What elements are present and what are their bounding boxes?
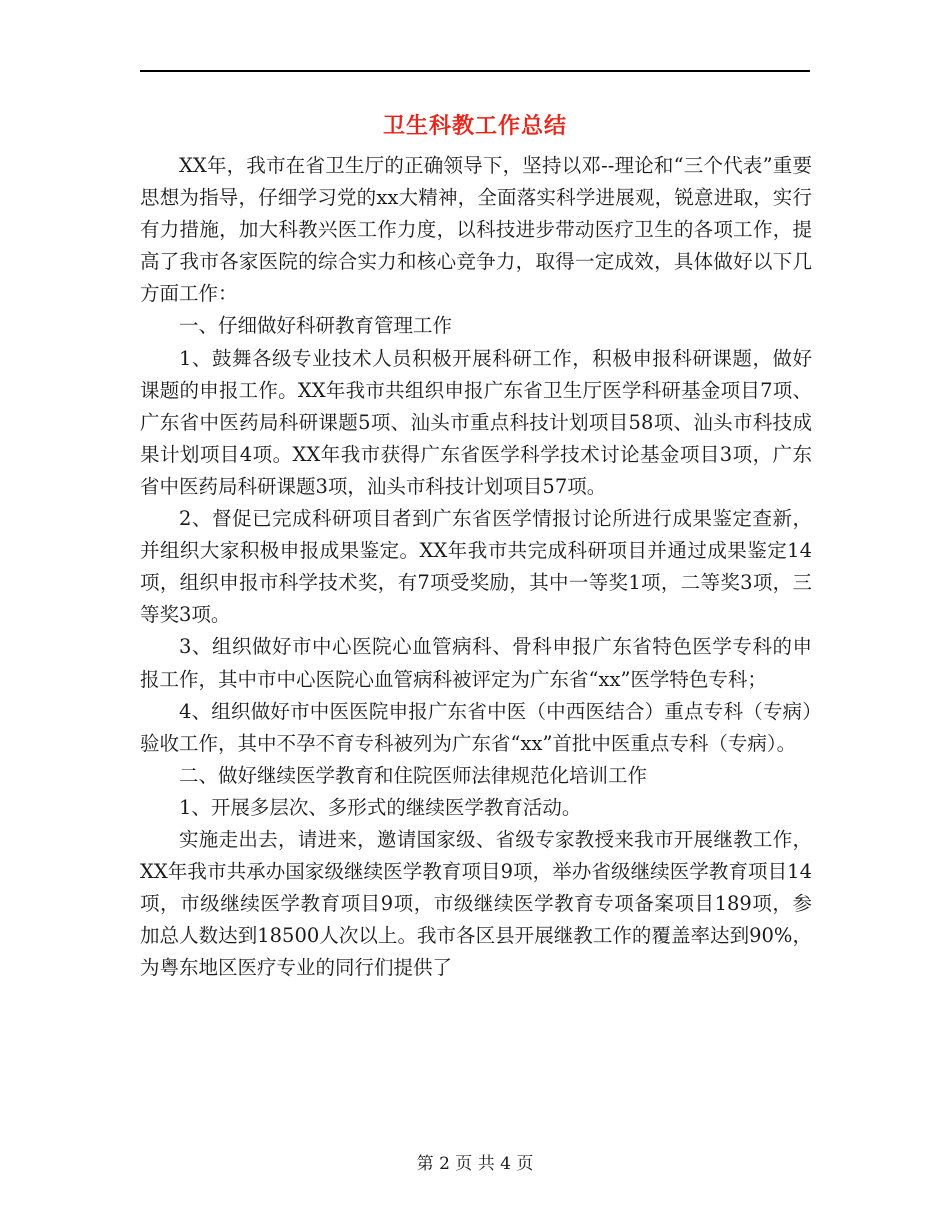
header-rule bbox=[140, 70, 810, 72]
subsection-heading: 1、开展多层次、多形式的继续医学教育活动。 bbox=[179, 795, 582, 819]
paragraph-item-4: 4、组织做好市中医医院申报广东省中医（中西医结合）重点专科（专病）验收工作，其中不孕不育专科被列为广东省“xx”首批中医重点专科（专病）。 bbox=[140, 699, 812, 755]
section-heading-1: 一、仔细做好科研教育管理工作 bbox=[179, 314, 453, 338]
intro-paragraph: XX年，我市在省卫生厅的正确领导下，坚持以邓--理论和“三个代表”重要思想为指导，仔细学习党的xx大精神，全面落实科学进展观，锐意进取，实行有力措施，加大科教兴医工作力度，以科技进步带动医疗卫生的各项工作，提高了我市各家医院的综合实力和核心竞争力，取得一定成效，具体做好以下几方面工作： bbox=[140, 154, 812, 306]
paragraph-item-3: 3、组织做好市中心医院心血管病科、骨科申报广东省特色医学专科的申报工作，其中市中心医院心血管病科被评定为广东省“xx”医学特色专科； bbox=[140, 635, 812, 691]
paragraph-item-2: 2、督促已完成科研项目者到广东省医学情报讨论所进行成果鉴定查新，并组织大家积极申报成果鉴定。XX年我市共完成科研项目并通过成果鉴定14项，组织申报市科学技术奖，有7项受奖励，其中一等奖1项，二等奖3项，三等奖3项。 bbox=[140, 507, 812, 627]
document-body bbox=[140, 150, 812, 984]
body-paragraph: 实施走出去，请进来，邀请国家级、省级专家教授来我市开展继教工作，XX年我市共承办国家级继续医学教育项目9项，举办省级继续医学教育项目14项，市级继续医学教育项目9项，市级继续医学教育专项备案项目189项，参加总人数达到18500人次以上。我市各区县开展继教工作的覆盖率达到90%，为粤东地区医疗专业的同行们提供了 bbox=[140, 827, 812, 980]
page-number: 第 2 页 共 4 页 bbox=[416, 1154, 534, 1174]
paragraph-item-1: 1、鼓舞各级专业技术人员积极开展科研工作，积极申报科研课题，做好课题的申报工作。XX年我市共组织申报广东省卫生厅医学科研基金项目7项、广东省中医药局科研课题5项、汕头市重点科技计划项目58项、汕头市科技成果计划项目4项。XX年我市获得广东省医学科学技术讨论基金项目3项，广东省中医药局科研课题3项，汕头市科技计划项目57项。 bbox=[140, 346, 812, 498]
document-title: 卫生科教工作总结 bbox=[382, 113, 567, 139]
section-heading-2: 二、做好继续医学教育和住院医师法律规范化培训工作 bbox=[179, 763, 648, 787]
